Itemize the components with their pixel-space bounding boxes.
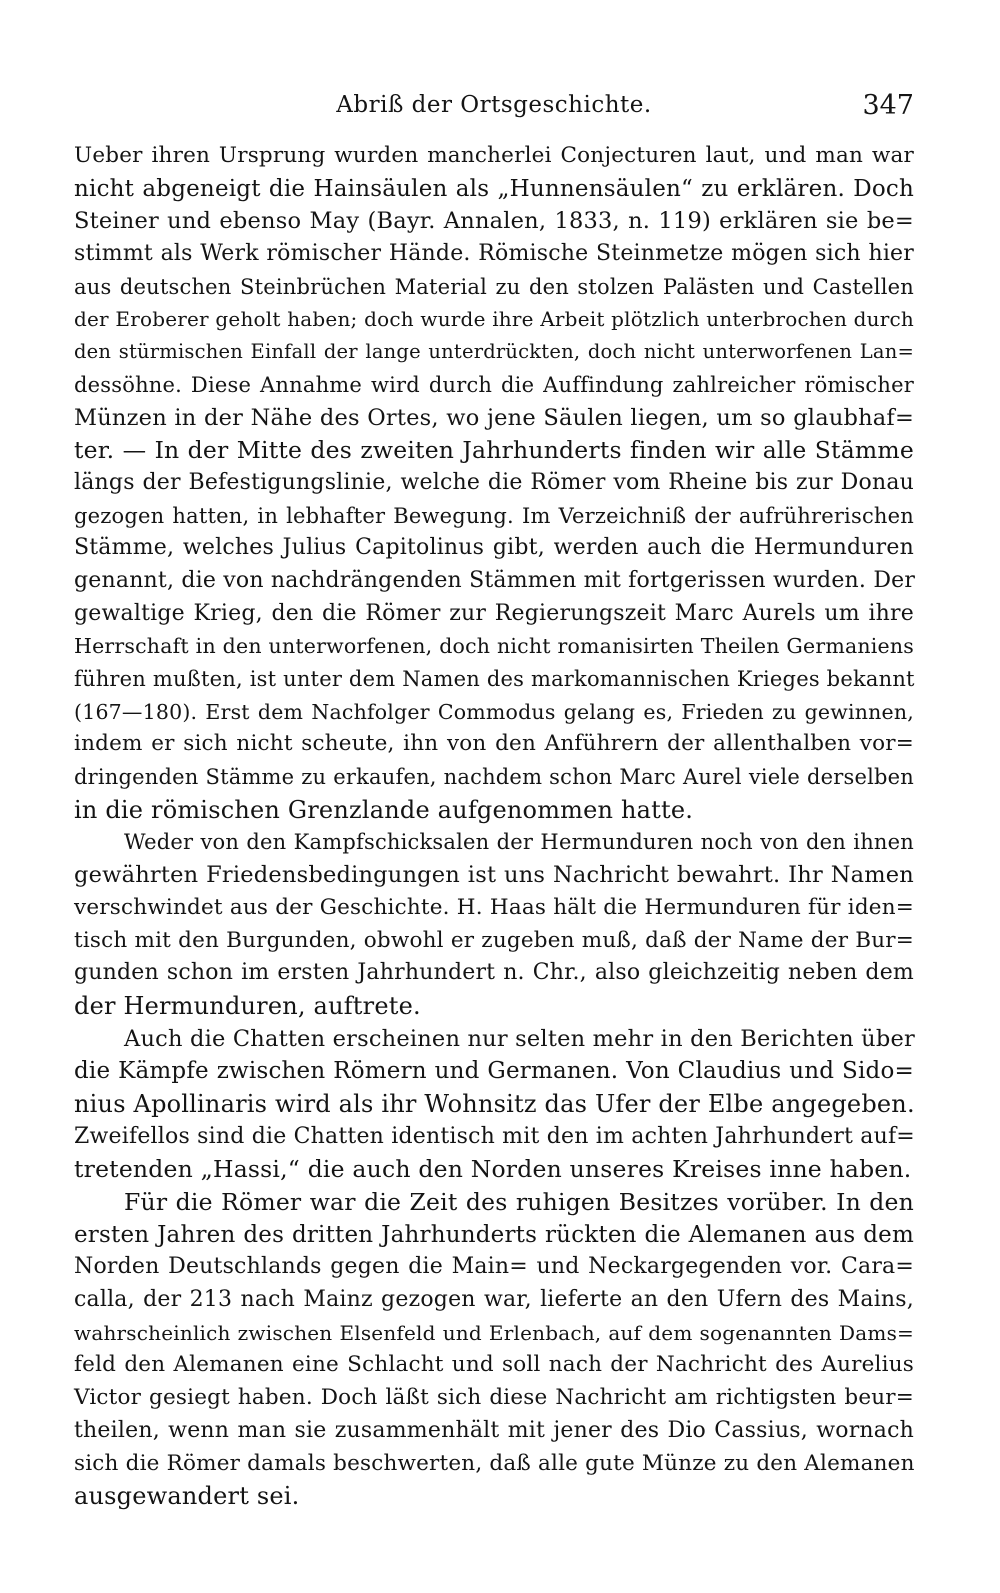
text-line: gezogen hatten, in lebhafter Bewegung. Im Verzeichniß der aufrührerischen xyxy=(74,503,914,528)
running-head xyxy=(74,92,914,128)
text-line: längs der Befestigungslinie, welche die Römer vom Rheine bis zur Donau xyxy=(74,469,914,495)
text-line: nicht abgeneigt die Hainsäulen als „Hunnensäulen“ zu erklären. Doch xyxy=(74,175,914,202)
text-line: Weder von den Kampfschicksalen der Hermunduren noch von den ihnen xyxy=(124,830,914,855)
body-text xyxy=(74,140,914,1513)
text-line: nius Apollinaris wird als ihr Wohnsitz das Ufer der Elbe angegeben. xyxy=(74,1089,915,1118)
text-line: Victor gesiegt haben. Doch läßt sich diese Nachricht am richtigsten beur= xyxy=(74,1385,914,1411)
text-line: tretenden „Hassi,“ die auch den Norden unseres Kreises inne haben. xyxy=(74,1155,912,1184)
text-line: ter. — In der Mitte des zweiten Jahrhunderts finden wir alle Stämme xyxy=(74,436,914,465)
page-number: 347 xyxy=(862,90,914,121)
text-line: gunden schon im ersten Jahrhundert n. Chr., also gleichzeitig neben dem xyxy=(74,960,914,986)
text-line: Ueber ihren Ursprung wurden mancherlei Conjecturen laut, und man war xyxy=(74,143,914,168)
text-line: indem er sich nicht scheute, ihn von den Anführern der allenthalben vor= xyxy=(74,731,914,757)
text-line: gewaltige Krieg, den die Römer zur Regierungszeit Marc Aurels um ihre xyxy=(74,600,914,626)
text-line: theilen, wenn man sie zusammenhält mit jener des Dio Cassius, wornach xyxy=(74,1417,914,1443)
text-line: der Eroberer geholt haben; doch wurde ihre Arbeit plötzlich unterbrochen durch xyxy=(74,307,914,332)
running-title: Abriß der Ortsgeschichte. xyxy=(336,92,652,118)
text-line: Herrschaft in den unterworfenen, doch nicht romanisirten Theilen Germaniens xyxy=(74,634,914,659)
text-line: Für die Römer war die Zeit des ruhigen Besitzes vorüber. In den xyxy=(124,1188,914,1216)
text-line: feld den Alemanen eine Schlacht und soll nach der Nachricht des Aurelius xyxy=(74,1352,914,1378)
text-line: den stürmischen Einfall der lange unterdrückten, doch nicht unterworfenen Lan= xyxy=(74,340,914,364)
text-line: tisch mit den Burgunden, obwohl er zugeben muß, daß der Name der Bur= xyxy=(74,927,914,953)
text-line: ausgewandert sei. xyxy=(74,1482,300,1511)
text-line: führen mußten, ist unter dem Namen des markomannischen Krieges bekannt xyxy=(74,667,915,691)
text-line: Steiner und ebenso May (Bayr. Annalen, 1833, n. 119) erklären sie be= xyxy=(74,208,914,235)
text-line: verschwindet aus der Geschichte. H. Haas hält die Hermunduren für iden= xyxy=(74,894,914,920)
text-line: aus deutschen Steinbrüchen Material zu den stolzen Palästen und Castellen xyxy=(74,274,914,299)
text-line: Stämme, welches Julius Capitolinus gibt, werden auch die Hermunduren xyxy=(74,535,914,561)
text-line: die Kämpfe zwischen Römern und Germanen. Von Claudius und Sido= xyxy=(74,1058,914,1085)
text-line: Zweifellos sind die Chatten identisch mit den im achten Jahrhundert auf= xyxy=(74,1123,915,1149)
text-line: dessöhne. Diese Annahme wird durch die Auffindung zahlreicher römischer xyxy=(74,372,914,397)
text-line: stimmt als Werk römischer Hände. Römische Steinmetze mögen sich hier xyxy=(74,241,914,267)
text-line: sich die Römer damals beschwerten, daß alle gute Münze zu den Alemanen xyxy=(74,1450,915,1476)
text-line: genannt, die von nachdrängenden Stämmen mit fortgerissen wurden. Der xyxy=(74,567,916,593)
text-line: der Hermunduren, auftrete. xyxy=(74,991,421,1020)
text-line: dringenden Stämme zu erkaufen, nachdem schon Marc Aurel viele derselben xyxy=(74,765,914,790)
text-line: in die römischen Grenzlande aufgenommen hatte. xyxy=(74,795,694,824)
text-line: (167—180). Erst dem Nachfolger Commodus gelang es, Frieden zu gewinnen, xyxy=(74,699,914,724)
text-line: Norden Deutschlands gegen die Main= und Neckargegenden vor. Cara= xyxy=(74,1254,914,1280)
text-line: calla, der 213 nach Mainz gezogen war, lieferte an den Ufern des Mains, xyxy=(74,1287,914,1313)
text-line: wahrscheinlich zwischen Elsenfeld und Erlenbach, auf dem sogenannten Dams= xyxy=(74,1320,914,1345)
text-line: gewährten Friedensbedingungen ist uns Nachricht bewahrt. Ihr Namen xyxy=(74,862,914,889)
text-line: ersten Jahren des dritten Jahrhunderts rückten die Alemanen aus dem xyxy=(74,1221,914,1248)
text-line: Münzen in der Nähe des Ortes, wo jene Säulen liegen, um so glaubhaf= xyxy=(74,404,914,431)
text-line: Auch die Chatten erscheinen nur selten mehr in den Berichten über xyxy=(124,1025,915,1052)
